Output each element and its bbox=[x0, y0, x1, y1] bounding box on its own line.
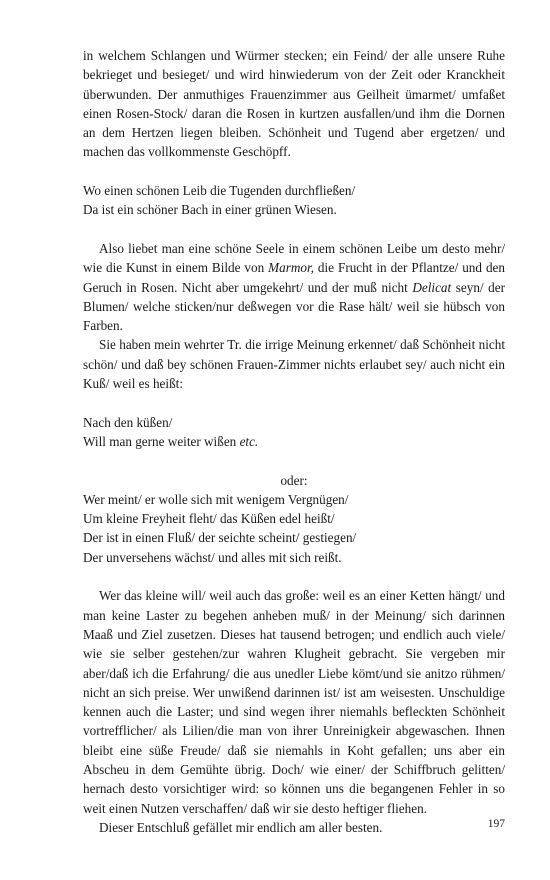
verse-2-line-1: Nach den küßen/ bbox=[83, 414, 173, 430]
verse-3-line-4: Der unversehens wächst/ und alles mit sich reißt. bbox=[83, 549, 342, 565]
verse-1-line-2: Da ist ein schöner Bach in einer grünen Wiesen. bbox=[83, 202, 337, 218]
verse-2-line-2-text: Will man gerne weiter wißen bbox=[83, 433, 240, 449]
paragraph-2 bbox=[83, 239, 505, 335]
paragraph-5: Dieser Entschluß gefället mir endlich am aller besten. bbox=[99, 819, 383, 835]
page-body bbox=[83, 46, 505, 837]
paragraph-2-part-3: seyn/ der Blumen/ welche sticken/nur deßwegen vor die Rase hält/ weil sie hübsch von Farben. bbox=[83, 279, 505, 334]
verse-3-line-2: Um kleine Freyheit fleht/ das Küßen edel heißt/ bbox=[83, 511, 335, 527]
spacer bbox=[83, 451, 505, 470]
spacer bbox=[83, 393, 505, 412]
paragraph-3: Sie haben mein wehrter Tr. die irrige Meinung erkennet/ daß Schönheit nicht schön/ und daß bey schönen Frauen-Zimmer nichts erlaubet sey/ auch nicht ein Kuß/ weil es heißt: bbox=[83, 337, 505, 392]
oder-label: oder: bbox=[280, 472, 308, 488]
verse-2-italic-etc: etc. bbox=[239, 433, 259, 449]
verse-3-line-1: Wer meint/ er wolle sich mit wenigem Vergnügen/ bbox=[83, 491, 349, 507]
verse-1-line-1: Wo einen schönen Leib die Tugenden durchfließen/ bbox=[83, 183, 356, 199]
page-number: 197 bbox=[487, 818, 505, 830]
paragraph-1: in welchem Schlangen und Würmer stecken; ein Feind/ der alle unsere Ruhe bekrieget und besieget/ und wird hinwiederum von der Zeit oder Kranckheit überwunden. Der anmuthiges Frauenzimmer aus Geilheit ümarmet/ umfaßet einen Rosen-Stock/ daran die Rosen in kurtzen ausfallen/und ihm die Dornen an dem Hertzen liegen bleiben. Schönheit und Tugend aber ergetzen/ und machen das vollkommenste Geschöpff. bbox=[83, 48, 505, 160]
paragraph-2-part-1: Also liebet man eine schöne Seele in einem schönen Leibe um desto mehr/ wie die Kunst in einem Bilde von bbox=[83, 240, 505, 276]
verse-2-line-2 bbox=[83, 432, 505, 451]
spacer bbox=[83, 220, 505, 239]
paragraph-2-part-2: die Frucht in der Pflantze/ und den Geruch in Rosen. Nicht aber umgekehrt/ und der muß nicht bbox=[83, 260, 505, 295]
spacer bbox=[83, 567, 505, 586]
paragraph-2-italic-marmor: Marmor, bbox=[268, 260, 314, 276]
spacer bbox=[83, 162, 505, 181]
verse-3-line-3: Der ist in einen Fluß/ der seichte scheint/ gestiegen/ bbox=[83, 530, 357, 546]
paragraph-4: Wer das kleine will/ weil auch das große: weil es an einer Ketten hängt/ und man keine Laster zu begehen anheben muß/ in der Meinung/ sich darinnen Maaß und Ziel zusetzen. Dieses hat tausend betrogen; und endlich auch viele/ wie sie selber gestehen/zur wahren Klugheit gebracht. Sie vergeben mir aber/daß ich die Erfahrung/ die aus unedler Liebe kömt/und sie anitzo rühmen/ nicht an sich preise. Wer unwißend darinnen ist/ ist am weisesten. Unschuldige kennen auch die Laster; und sind wegen ihrer niemahls befleckten Schönheit vortrefflicher/ als Lilien/die man von ihrer Unreinigkeir abgewaschen. Ihnen bleibt eine süße Freude/ daß sie niemahls in Koht gefallen; uns aber ein Abscheu in dem Gemühte übrig. Doch/ wie einer/ der Schiffbruch gelitten/ hernach desto vorsichtiger wird: so können uns die begangenen Fehler in so weit einen Nutzen verschaffen/ daß wir sie desto heftiger fliehen. bbox=[83, 588, 505, 816]
paragraph-2-italic-delicat: Delicat bbox=[412, 279, 452, 295]
